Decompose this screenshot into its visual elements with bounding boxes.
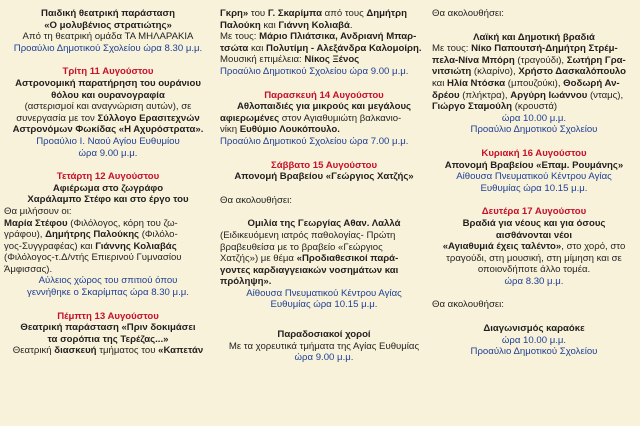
event-place: Προαύλιο Δημοτικού Σχολείου ώρα 7.00 μ.μ. bbox=[220, 135, 409, 147]
event-place: γεννήθηκε ο Σκαρίμπας ώρα 8.30 μ.μ. bbox=[27, 287, 189, 299]
event-title: Χαράλαμπο Στέφο και στο έργο του bbox=[27, 194, 189, 206]
event-place: Αίθουσα Πνευματικού Κέντρου Αγίας bbox=[456, 171, 612, 183]
speaker: γράφου), Δημήτρης Παλούκης (Φιλόλο- bbox=[4, 229, 178, 241]
day-heading: Δευτέρα 17 Αυγούστου bbox=[481, 206, 587, 218]
event-desc: Αστρονόμων Φωκίδας «Η Αχυρόστρατα». bbox=[12, 124, 204, 136]
event-topic: πρόληψη». bbox=[220, 276, 272, 288]
event-place: Ευθυμίας ώρα 10.15 μ.μ. bbox=[480, 182, 588, 194]
event-desc: συνεργασία με τον Σύλλογο Ερασιτεχνών bbox=[16, 112, 200, 124]
event-time: ώρα 9.00 μ.μ. bbox=[294, 352, 354, 364]
cast: τσώτα και Πολυτίμη - Αλεξάνδρα Καλομοίρη. bbox=[220, 42, 422, 54]
event-topic: γοντες καρδιαγγειακών νοσημάτων και bbox=[220, 264, 399, 276]
event-desc: (Ειδικευόμενη ιατρός παθολογίας- Πρώτη bbox=[220, 229, 396, 241]
follows-label: Θα ακολουθήσει: bbox=[220, 194, 292, 206]
column-1 bbox=[4, 8, 212, 357]
event-title: Αθλοπαιδιές για μικρούς και μεγάλους bbox=[236, 101, 412, 113]
event-place: Προαύλιο Δημοτικού Σχολείου ώρα 9.00 μ.μ. bbox=[220, 65, 409, 77]
event-time: ώρα 9.00 μ.μ. bbox=[78, 147, 138, 159]
event-title: Διαγωνισμός καραόκε bbox=[483, 323, 585, 335]
event-title: Θεατρική παράσταση «Πριν δοκιμάσει bbox=[20, 322, 196, 334]
event-title: Ομιλία της Γεωργίας Αθαν. Λαλλά bbox=[247, 218, 401, 230]
follows-label: Θα ακολουθήσει: bbox=[432, 8, 504, 19]
event-title: Παραδοσιακοί χοροί bbox=[277, 329, 371, 341]
event-desc: Θεατρική διασκευή τμήματος του «Καπετάν bbox=[12, 345, 204, 357]
event-place: Προαύλιο Δημοτικού Σχολείου bbox=[470, 124, 598, 136]
speaker: Μαρία Στέφου (Φιλόλογος, κόρη του ζω- bbox=[4, 217, 178, 229]
event-desc: νίκη Ευθύμιο Λουκόπουλο. bbox=[220, 124, 340, 136]
musicians: δρέου (πλήκτρα), Αργύρη Ιωάννου (νταμς), bbox=[432, 89, 624, 101]
event-title: αισθάνονται νέοι bbox=[495, 229, 573, 241]
event-place: Προαύλιο Ι. Ναού Αγίου Ευθυμίου bbox=[36, 135, 180, 147]
event-title: Απονομή Βραβείου «Επαμ. Ρουμάνης» bbox=[444, 159, 624, 171]
event-place: Αίθουσα Πνευματικού Κέντρου Αγίας bbox=[246, 287, 402, 299]
event-title: Αφιέρωμα στο ζωγράφο bbox=[52, 182, 164, 194]
day-heading: Παρασκευή 14 Αυγούστου bbox=[264, 89, 384, 101]
event-desc: «Αγιαθυμιά έχεις ταλέντο», στο χορό, στο bbox=[442, 241, 626, 253]
event-time: ώρα 10.00 μ.μ. bbox=[501, 334, 567, 346]
cast: Με τους: Μάριο Πλιάτσικα, Ανδριανή Μπαρ- bbox=[220, 31, 417, 43]
event-place: Ευθυμίας ώρα 10.15 μ.μ. bbox=[270, 299, 378, 311]
event-place: Προαύλιο Δημοτικού Σχολείου bbox=[470, 346, 598, 358]
speaker: γος-Συγγραφέας) και Γιάννης Κολιαβάς bbox=[4, 240, 177, 252]
event-time: ώρα 8.30 μ.μ. bbox=[504, 275, 564, 287]
day-heading: Σάββατο 15 Αυγούστου bbox=[270, 159, 378, 171]
event-time: ώρα 10.00 μ.μ. bbox=[501, 112, 567, 124]
event-title: Βραδιά για νέους και για όσους bbox=[462, 217, 606, 229]
event-by: Από τη θεατρική ομάδα ΤΑ ΜΗΛΑΡΑΚΙΑ bbox=[22, 31, 194, 43]
event-place: Προαύλιο Δημοτικού Σχολείου ώρα 8.30 μ.μ. bbox=[13, 42, 203, 54]
event-title: Αστρονομική παρατήρηση του ουράνιου bbox=[15, 77, 201, 89]
follows-label: Θα ακολουθήσει: bbox=[432, 299, 504, 311]
event-title: Λαϊκή και Δημοτική βραδιά bbox=[473, 31, 595, 43]
musicians: νιτσιώτη (κλαρίνο), Χρήστο Δασκαλόπουλο bbox=[432, 66, 626, 78]
event-desc: Παλούκη και Γιάννη Κολιαβά. bbox=[220, 19, 353, 31]
event-desc: (αστερισμοί και αναγνώριση αυτών), σε bbox=[24, 101, 192, 113]
event-desc: βραβευθείσα με το βραβείο «Γεώργιος bbox=[220, 241, 383, 253]
event-desc: τραγούδι, στη μουσική, στη μίμηση και σε bbox=[446, 252, 622, 264]
event-desc: αφιερωμένες στον Αγιαθυμιώτη βαλκανιο- bbox=[220, 112, 402, 124]
event-place: Αύλειος χώρος του σπιτιού όπου bbox=[38, 275, 178, 287]
speaker: Άμφισσας). bbox=[4, 263, 53, 275]
day-heading: Τρίτη 11 Αυγούστου bbox=[62, 66, 154, 78]
event-desc: Με τα χορευτικά τμήματα της Αγίας Ευθυμίας bbox=[228, 340, 420, 352]
musicians: Γιώργο Σταμούλη (κρουστά) bbox=[432, 101, 558, 113]
event-title: θόλου και ουρανογραφία bbox=[51, 89, 165, 101]
event-desc: Χατζής») με θέμα «Προδιαθεσικοί παρά- bbox=[220, 253, 399, 265]
day-heading: Κυριακή 16 Αυγούστου bbox=[481, 147, 587, 159]
musicians: Με τους: Νίκο Παπουτσή-Δημήτρη Στρέμ- bbox=[432, 43, 618, 55]
event-title: τα σορόπια της Τερέζας...» bbox=[47, 333, 169, 345]
event-subtitle: «Ο μολυβένιος στρατιώτης» bbox=[44, 19, 172, 31]
event-title: Απονομή Βραβείου «Γεώργιος Χατζής» bbox=[234, 171, 414, 183]
musicians: και Ηλία Ντόσκα (μπουζούκι), Θοδωρή Αν- bbox=[432, 77, 620, 89]
speakers-label: Θα μιλήσουν οι: bbox=[4, 205, 72, 217]
musicians: πελα-Νίνα Μπόρη (τραγούδι), Σωτήρη Γρα- bbox=[432, 54, 626, 66]
event-desc: οποιονδήποτε άλλο τομέα. bbox=[477, 264, 591, 276]
event-title: Παιδική θεατρική παράσταση bbox=[41, 8, 175, 19]
column-2 bbox=[220, 8, 428, 364]
event-desc: Γκρη» του Γ. Σκαρίμπα από τους Δημήτρη bbox=[220, 8, 407, 19]
speaker: (Φιλόλογος-τ.Δ/ντής Επιερινού Γυμνασίου bbox=[4, 252, 182, 264]
day-heading: Τετάρτη 12 Αυγούστου bbox=[56, 171, 160, 183]
column-3 bbox=[432, 8, 636, 358]
music: Μουσική επιμέλεια: Νίκος Ξένος bbox=[220, 54, 360, 66]
day-heading: Πέμπτη 13 Αυγούστου bbox=[57, 310, 159, 322]
